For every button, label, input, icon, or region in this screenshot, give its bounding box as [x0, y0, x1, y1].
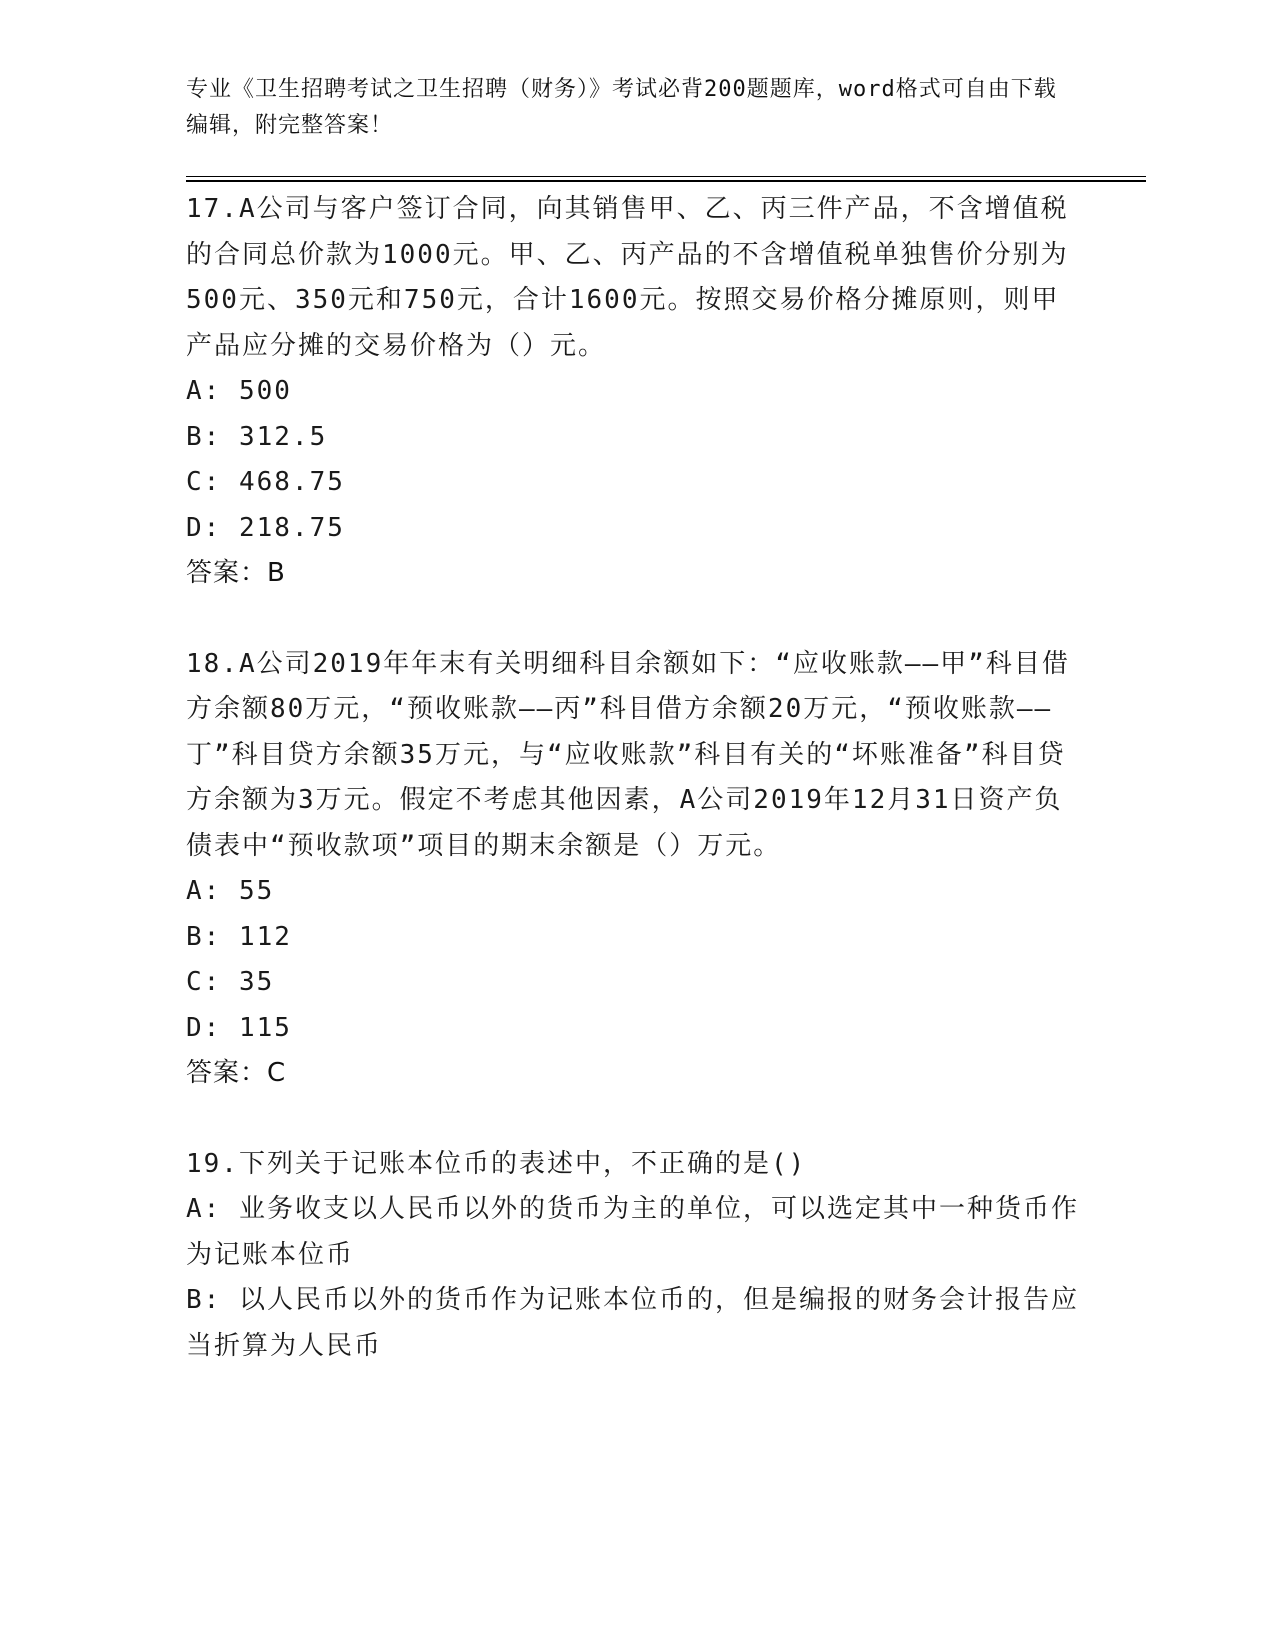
option-b: B: 112 — [186, 921, 292, 952]
question-19 — [186, 1142, 1086, 1370]
question-list — [186, 187, 1086, 1369]
option-c: C: 468.75 — [186, 467, 345, 497]
question-text: 18.A公司2019年年末有关明细科目余额如下：“应收账款——甲”科目借方余额80万元，“预收账款——丙”科目借方余额20万元，“预收账款——丁”科目贷方余额35万元，与“应收账款”科目有关的“坏账准备”科目贷方余额为3万元。假定不考虑其他因素，A公司2019年12月31日资产负债表中“预收款项”项目的期末余额是（）万元。 — [186, 648, 1070, 861]
option-a: A: 业务收支以人民币以外的货币为主的单位，可以选定其中一种货币作为记账本位币 — [186, 1194, 1079, 1270]
header-divider-thin — [186, 176, 1146, 177]
question-text: 17.A公司与客户签订合同，向其销售甲、乙、丙三件产品，不含增值税的合同总价款为1000元。甲、乙、丙产品的不含增值税单独售价分别为500元、350元和750元，合计1600元。按照交易价格分摊原则，则甲产品应分摊的交易价格为（）元。 — [186, 194, 1069, 361]
option-a: A: 500 — [186, 376, 292, 406]
document-header: 专业《卫生招聘考试之卫生招聘（财务）》考试必背200题题库，word格式可自由下载编辑，附完整答案！ — [186, 77, 1057, 138]
option-b: B: 以人民币以外的货币作为记账本位币的，但是编报的财务会计报告应当折算为人民币 — [186, 1285, 1079, 1361]
option-d: D: 115 — [186, 1012, 292, 1043]
question-text: 19.下列关于记账本位币的表述中，不正确的是() — [186, 1148, 807, 1179]
option-c: C: 35 — [186, 967, 275, 997]
header-divider-thick — [186, 180, 1146, 182]
answer-label: 答案：C — [186, 1058, 287, 1088]
question-spacer — [186, 1097, 1086, 1142]
answer-label: 答案：B — [186, 558, 286, 588]
question-spacer — [186, 597, 1086, 642]
option-d: D: 218.75 — [186, 512, 345, 543]
option-a: A: 55 — [186, 876, 275, 906]
question-18 — [186, 642, 1086, 1097]
question-17 — [186, 187, 1086, 597]
option-b: B: 312.5 — [186, 421, 328, 452]
